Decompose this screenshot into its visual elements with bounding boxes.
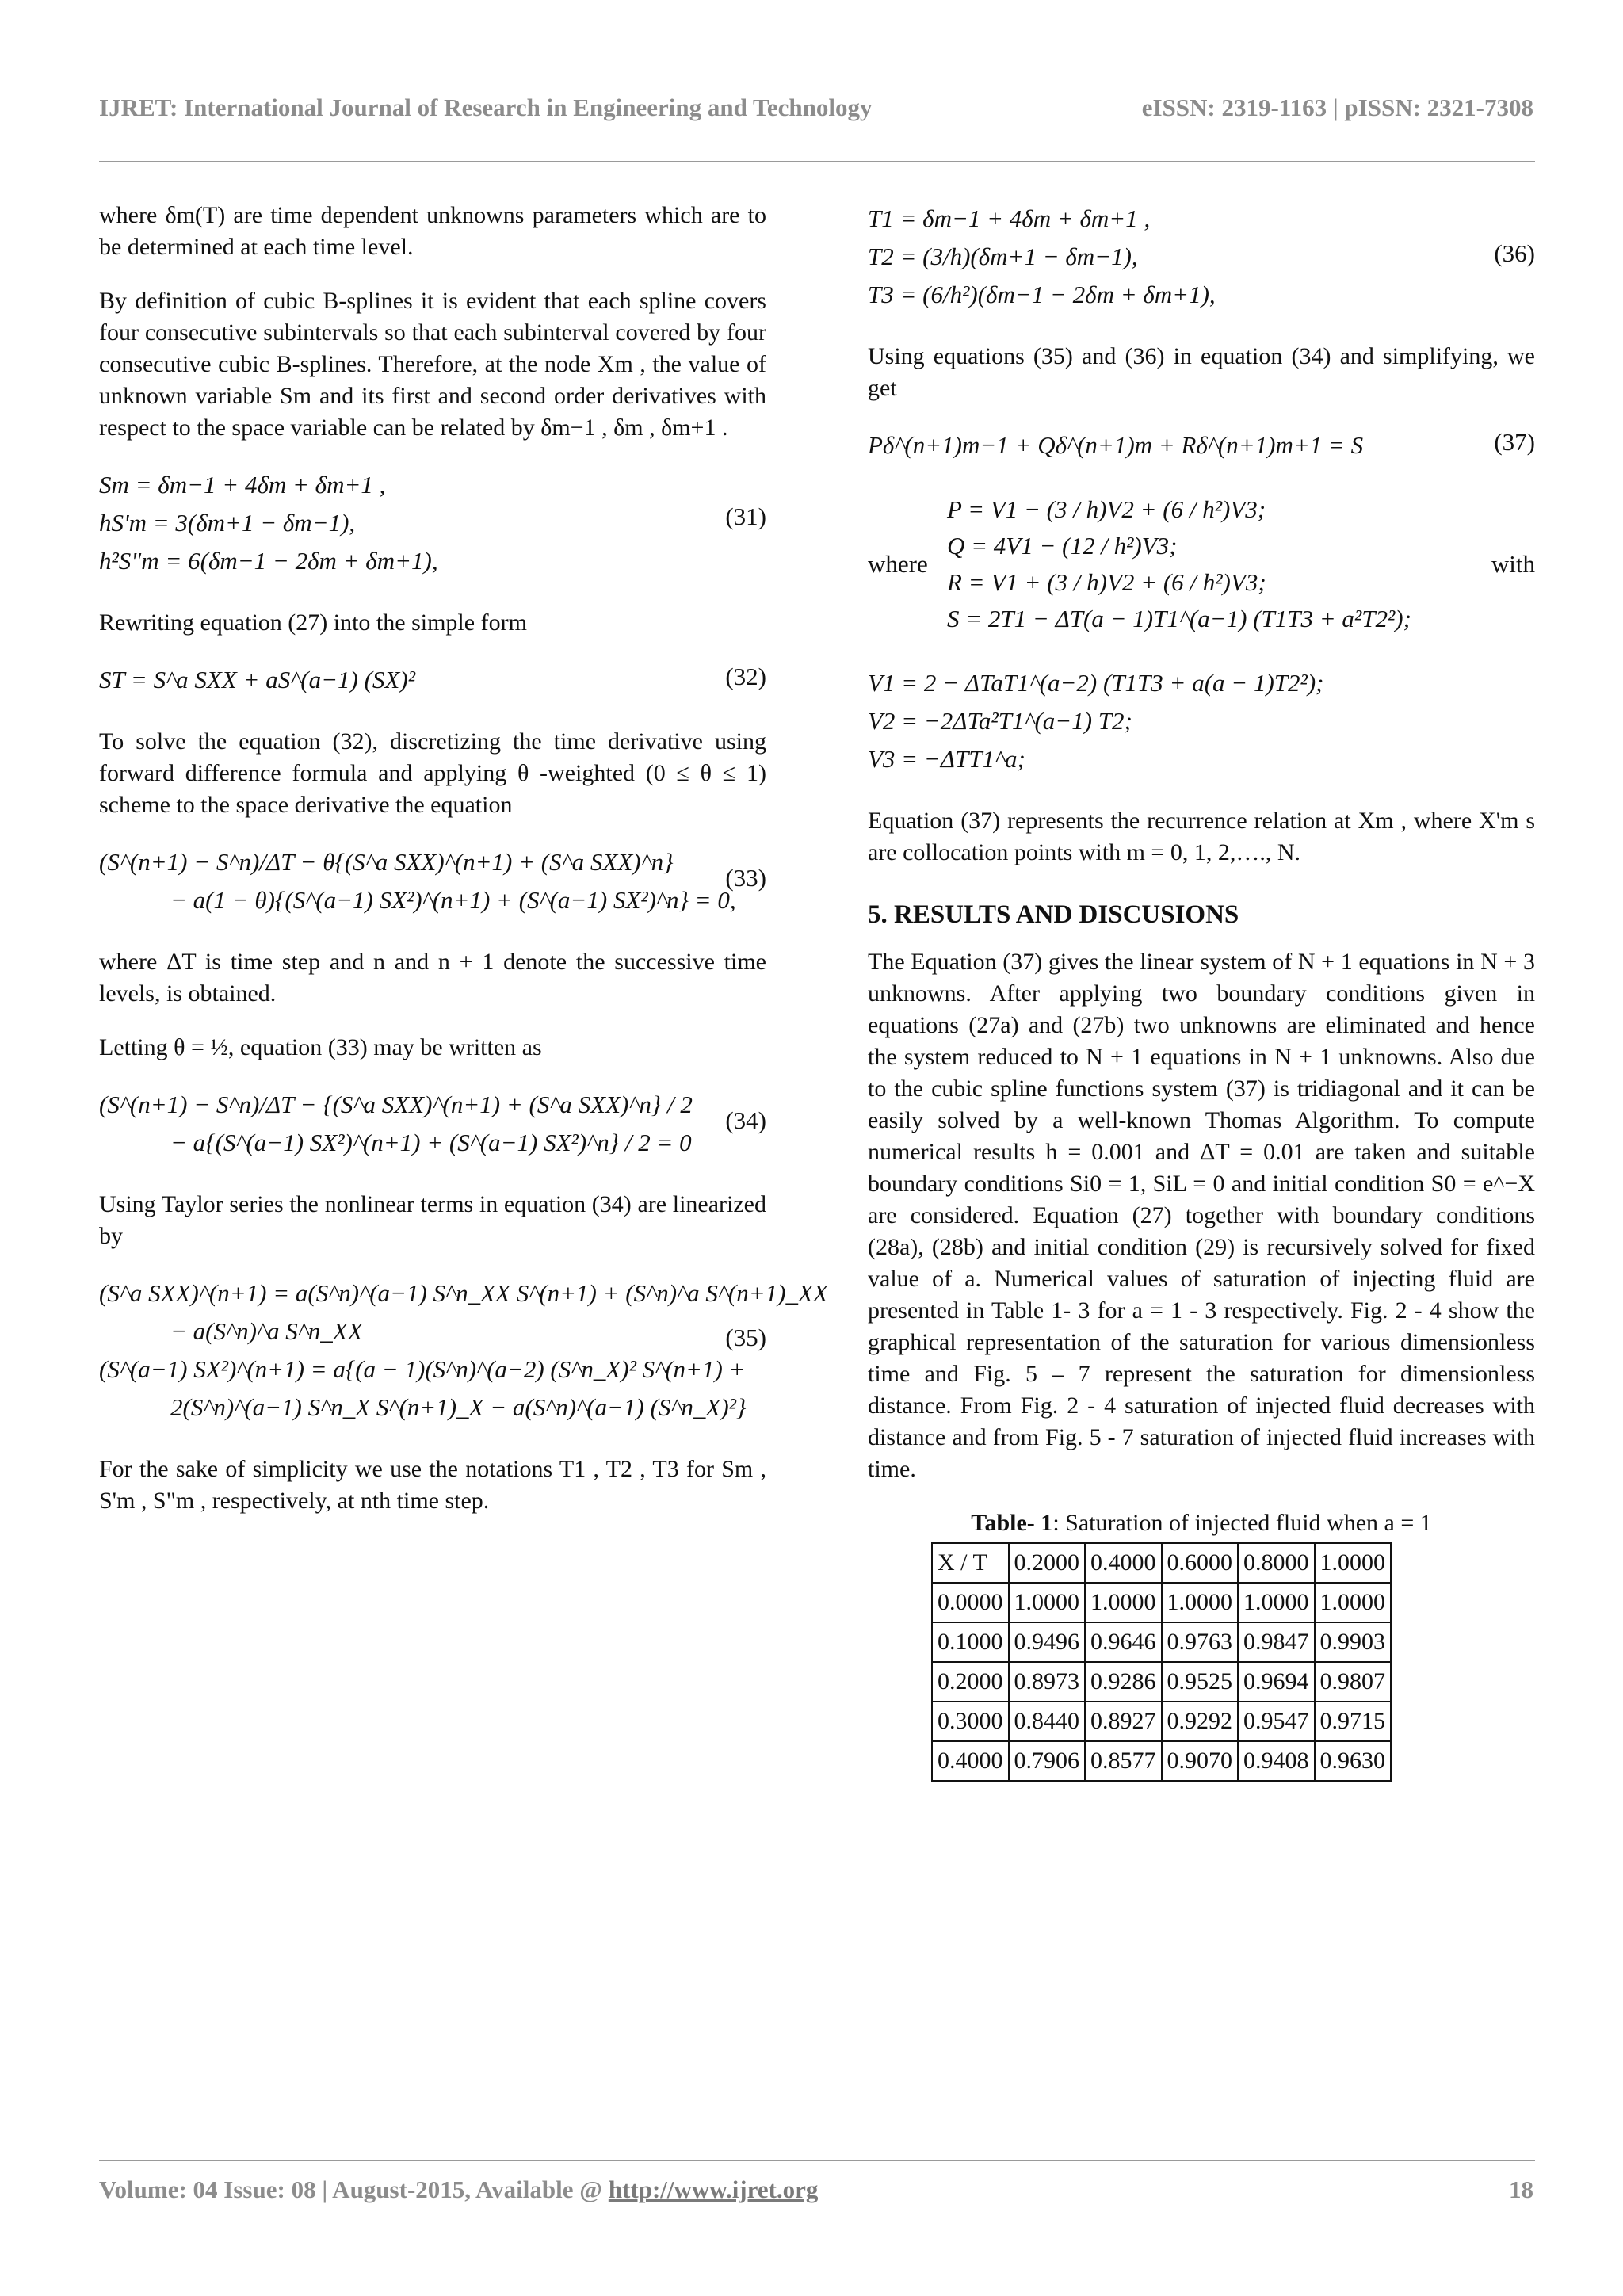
equation-line: − a(S^n)^a S^n_XX (170, 1317, 363, 1345)
table-cell: 0.0000 (932, 1583, 1009, 1622)
table-cell: 0.9547 (1238, 1702, 1315, 1741)
equation-number: (36) (1494, 239, 1535, 267)
table-row (932, 1662, 1391, 1702)
equation-35 (99, 1274, 828, 1427)
table-row (932, 1583, 1391, 1622)
table-header-row (932, 1543, 1391, 1583)
paragraph: Using Taylor series the nonlinear terms in equation (34) are linearized by (99, 1191, 766, 1249)
equation-line: (S^(a−1) SX²)^(n+1) = a{(a − 1)(S^n)^(a−2) (S^n_X)² S^(n+1) + (99, 1355, 746, 1383)
equation-line: − a{(S^(a−1) SX²)^(n+1) + (S^(a−1) SX²)^n} / 2 = 0 (170, 1129, 692, 1156)
table-caption (868, 1507, 1535, 1539)
equation-number: (32) (725, 663, 766, 690)
where-block (868, 491, 1535, 637)
equation-32 (99, 661, 766, 699)
equation-line: Sm = δm−1 + 4δm + δm+1 , (99, 471, 386, 499)
footer-rule (99, 2160, 1535, 2161)
table-header-cell: 1.0000 (1315, 1543, 1392, 1583)
equation-33 (99, 843, 766, 919)
v-definitions (868, 664, 1535, 778)
equation-36 (868, 200, 1535, 314)
data-table (931, 1542, 1392, 1782)
table-cell: 0.9496 (1009, 1622, 1086, 1662)
coefficient-definitions (947, 491, 1456, 637)
table-cell: 0.2000 (932, 1662, 1009, 1702)
paragraph: For the sake of simplicity we use the notations T1 , T2 , T3 for Sm , S'm , S"m , respectively, at nth time step. (99, 1456, 766, 1514)
equation-line: Q = 4V1 − (12 / h²)V3; (947, 532, 1178, 560)
table-cell: 1.0000 (1315, 1583, 1392, 1622)
with-label: with (1491, 550, 1535, 578)
table-row (932, 1622, 1391, 1662)
equation-line: V3 = −ΔTT1^a; (868, 745, 1025, 773)
equation-line: Pδ^(n+1)m−1 + Qδ^(n+1)m + Rδ^(n+1)m+1 = S (868, 431, 1364, 459)
table-header-cell: 0.2000 (1009, 1543, 1086, 1583)
where-label: where (868, 550, 928, 578)
equation-number: (34) (725, 1106, 766, 1134)
table-cell: 0.9715 (1315, 1702, 1392, 1741)
table-cell: 1.0000 (1238, 1583, 1315, 1622)
equation-line: T1 = δm−1 + 4δm + δm+1 , (868, 204, 1151, 232)
equation-number: (35) (725, 1324, 766, 1351)
equation-line: P = V1 − (3 / h)V2 + (6 / h²)V3; (947, 495, 1266, 523)
equation-line: ST = S^a SXX + aS^(a−1) (SX)² (99, 666, 415, 693)
header-rule (99, 161, 1535, 162)
equation-line: (S^(n+1) − S^n)/ΔT − θ{(S^a SXX)^(n+1) + (S^a SXX)^n} (99, 848, 674, 876)
page-header (99, 94, 1533, 125)
paragraph: Rewriting equation (27) into the simple form (99, 609, 527, 636)
table-cell: 0.9070 (1162, 1741, 1239, 1781)
footer-volume: Volume: 04 Issue: 08 | August-2015, Available @ (99, 2176, 609, 2203)
table-cell: 0.9525 (1162, 1662, 1239, 1702)
equation-line: h²S"m = 6(δm−1 − 2δm + δm+1), (99, 547, 438, 575)
table-cell: 0.8927 (1085, 1702, 1162, 1741)
table-cell: 1.0000 (1009, 1583, 1086, 1622)
equation-line: (S^a SXX)^(n+1) = a(S^n)^(a−1) S^n_XX S^(n+1) + (S^n)^a S^(n+1)_XX (99, 1279, 828, 1307)
table-header-cell: 0.8000 (1238, 1543, 1315, 1583)
table-cell: 0.9903 (1315, 1622, 1392, 1662)
paragraph: where ΔT is time step and n and n + 1 denote the successive time levels, is obtained. (99, 949, 766, 1007)
table-cell: 0.8440 (1009, 1702, 1086, 1741)
table-cell: 0.3000 (932, 1702, 1009, 1741)
table-cell: 0.9763 (1162, 1622, 1239, 1662)
table-cell: 0.8973 (1009, 1662, 1086, 1702)
table-header-cell: 0.6000 (1162, 1543, 1239, 1583)
table-row (932, 1702, 1391, 1741)
journal-title: IJRET: International Journal of Research in Engineering and Technology (99, 94, 873, 121)
page-number: 18 (1509, 2176, 1533, 2203)
equation-line: R = V1 + (3 / h)V2 + (6 / h²)V3; (947, 568, 1266, 596)
table-cell: 0.9630 (1315, 1741, 1392, 1781)
equation-line: 2(S^n)^(a−1) S^n_X S^(n+1)_X − a(S^n)^(a−1) (S^n_X)²} (170, 1393, 747, 1421)
paragraph: To solve the equation (32), discretizing the time derivative using forward difference formula and applying θ -weighted (0 ≤ θ ≤ 1) scheme to the space derivative the equation (99, 728, 766, 818)
equation-line: V2 = −2ΔTa²T1^(a−1) T2; (868, 707, 1132, 735)
table-header-cell: 0.4000 (1085, 1543, 1162, 1583)
equation-line: T3 = (6/h²)(δm−1 − 2δm + δm+1), (868, 281, 1216, 308)
equation-line: V1 = 2 − ΔTaT1^(a−2) (T1T3 + a(a − 1)T2²); (868, 669, 1324, 697)
issn: eISSN: 2319-1163 | pISSN: 2321-7308 (1141, 94, 1533, 121)
equation-line: T2 = (3/h)(δm+1 − δm−1), (868, 243, 1138, 270)
paragraph: Equation (37) represents the recurrence relation at Xm , where X'm s are collocation points with m = 0, 1, 2,…., N. (868, 808, 1535, 865)
equation-line: hS'm = 3(δm+1 − δm−1), (99, 509, 356, 537)
table-cell: 0.9286 (1085, 1662, 1162, 1702)
table-cell: 0.9807 (1315, 1662, 1392, 1702)
table-cell: 0.9847 (1238, 1622, 1315, 1662)
equation-number: (33) (725, 864, 766, 892)
paragraph: where δm(T) are time dependent unknowns parameters which are to be determined at each time level. (99, 202, 766, 260)
footer-link[interactable]: http://www.ijret.org (608, 2176, 819, 2203)
table-row (932, 1741, 1391, 1781)
paragraph: By definition of cubic B-splines it is evident that each spline covers four consecutive subintervals so that each subinterval covered by four consecutive cubic B-splines. Therefore, at the node Xm , the value of unknown variable Sm and its first and second order derivatives with respect to the space variable can be related by δm−1 , δm , δm+1 . (99, 288, 766, 441)
table-cell: 1.0000 (1162, 1583, 1239, 1622)
equation-31 (99, 466, 766, 580)
table-cell: 0.9694 (1238, 1662, 1315, 1702)
table-cell: 0.8577 (1085, 1741, 1162, 1781)
equation-line: S = 2T1 − ΔT(a − 1)T1^(a−1) (T1T3 + a²T2²); (947, 605, 1411, 632)
equation-line: (S^(n+1) − S^n)/ΔT − {(S^a SXX)^(n+1) + (S^a SXX)^n} / 2 (99, 1091, 693, 1118)
equation-line: − a(1 − θ){(S^(a−1) SX²)^(n+1) + (S^(a−1) SX²)^n} = 0, (170, 886, 736, 914)
table-cell: 0.1000 (932, 1622, 1009, 1662)
left-column (99, 200, 828, 1539)
table-cell: 0.7906 (1009, 1741, 1086, 1781)
equation-37 (868, 426, 1535, 464)
table-cell: 0.9292 (1162, 1702, 1239, 1741)
section-heading: 5. RESULTS AND DISCUSIONS (868, 900, 1239, 929)
table-cell: 0.9646 (1085, 1622, 1162, 1662)
equation-34 (99, 1086, 766, 1162)
table-cell: 1.0000 (1085, 1583, 1162, 1622)
paragraph: Using equations (35) and (36) in equation (34) and simplifying, we get (868, 343, 1535, 401)
paragraph: The Equation (37) gives the linear system of N + 1 equations in N + 3 unknowns. After applying two boundary conditions given in equations (27a) and (27b) two unknowns are eliminated and hence the system reduced to N + 1 equations in N + 1 unknowns. Also due to the cubic spline functions system (37) is tridiagonal and it can be easily solved by a well-known Thomas Algorithm. To compute numerical results h = 0.001 and ΔT = 0.01 are taken and suitable boundary conditions Si0 = 1, SiL = 0 and initial condition S0 = e^−X are considered. Equation (27) together with boundary conditions (28a), (28b) and initial condition (29) is recursively solved for fixed value of a. Numerical values of saturation of injecting fluid are presented in Table 1- 3 for a = 1 - 3 respectively. Fig. 2 - 4 show the graphical representation of the saturation for various dimensionless time and Fig. 5 – 7 represent the saturation for dimensionless distance. From Fig. 2 - 4 saturation of injected fluid decreases with distance and from Fig. 5 - 7 saturation of injected fluid increases with time. (868, 949, 1535, 1482)
equation-number: (37) (1494, 428, 1535, 456)
table-cell: 0.9408 (1238, 1741, 1315, 1781)
page-footer (99, 2176, 1533, 2204)
table-header-cell: X / T (932, 1543, 1009, 1583)
table-label: Table- 1 (971, 1510, 1053, 1536)
paragraph: Letting θ = ½, equation (33) may be written as (99, 1034, 542, 1060)
equation-number: (31) (725, 502, 766, 530)
right-column (868, 200, 1535, 1782)
table-cell: 0.4000 (932, 1741, 1009, 1781)
table-caption-text: : Saturation of injected fluid when a = 1 (1052, 1510, 1432, 1536)
